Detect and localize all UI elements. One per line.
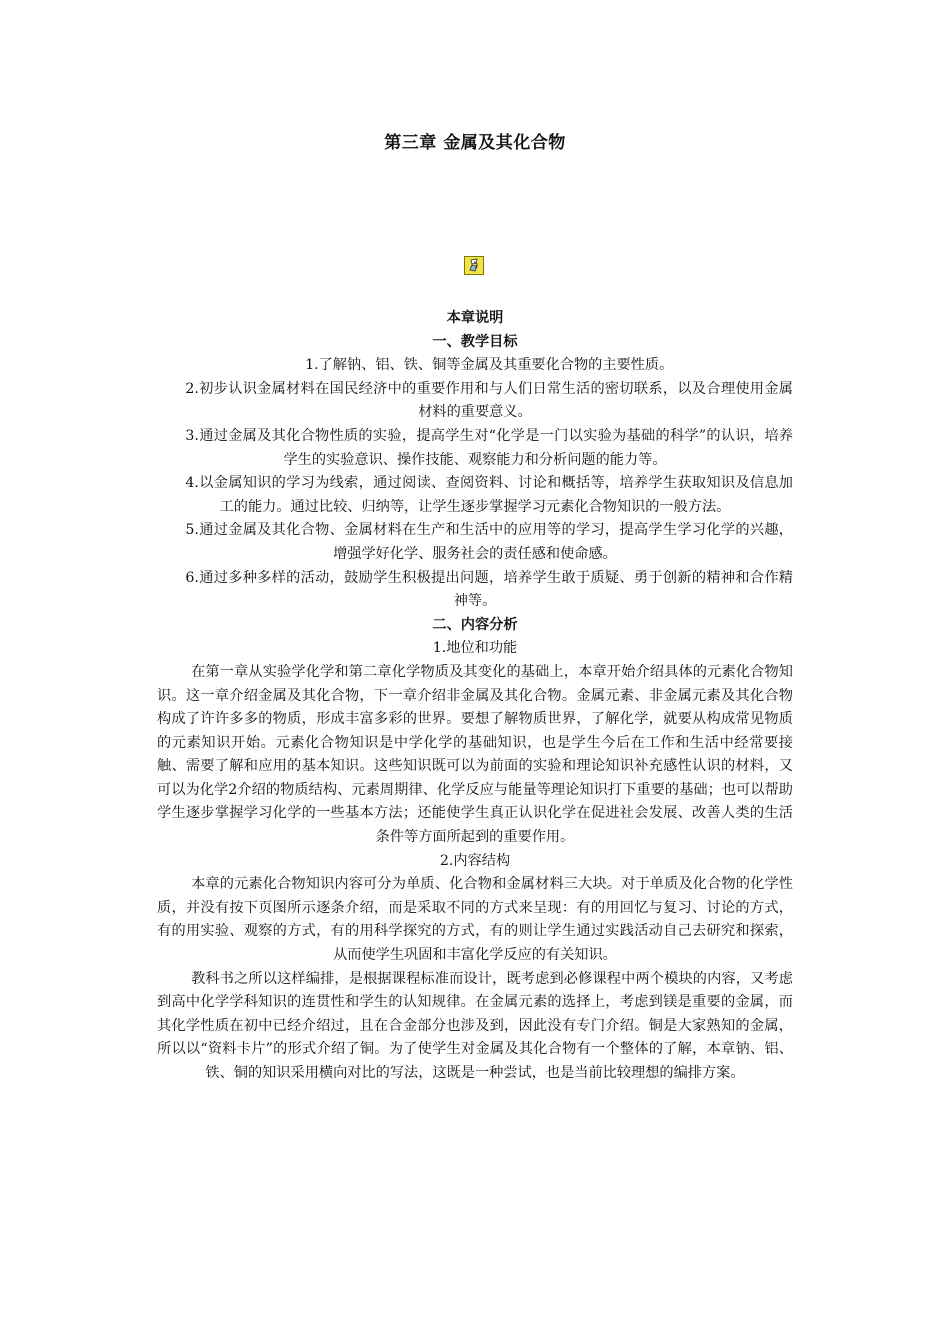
subsection-title: 2.内容结构 <box>439 852 511 869</box>
objective-item: 1.了解钠、铝、铁、铜等金属及其重要化合物的主要性质。 <box>305 357 674 374</box>
body-paragraph: 本章的元素化合物知识内容可分为单质、化合物和金属材料三大块。对于单质及化合物的化学性质，并没有按下页图所示逐条介绍，而是采取不同的方式来呈现：有的用回忆与复习、讨论的方式，有的用实验、观察的方式，有的用科学探究的方式，有的则让学生通过实践活动自己去研究和探索，从而使学生巩固和丰富化学反应的有关知识。 <box>157 876 793 964</box>
objective-item: 6.通过多种多样的活动，鼓励学生积极提出问题，培养学生敢于质疑、勇于创新的精神和合作精神等。 <box>185 569 793 610</box>
chapter-title: 第三章 金属及其化合物 <box>384 133 566 153</box>
body-paragraph: 教科书之所以这样编排，是根据课程标准而设计，既考虑到必修课程中两个模块的内容，又考虑到高中化学学科知识的连贯性和学生的认知规律。在金属元素的选择上，考虑到镁是重要的金属，而其化学性质在初中已经介绍过，且在合金部分也涉及到，因此没有专门介绍。铜是大家熟知的金属，所以以“资料卡片”的形式介绍了铜。为了使学生对金属及其化合物有一个整体的了解，本章钠、铝、铁、铜的知识采用横向对比的写法，这既是一种尝试，也是当前比较理想的编排方案。 <box>157 970 793 1081</box>
objectives-heading: 一、教学目标 <box>432 333 518 350</box>
body-paragraph: 在第一章从实验学化学和第二章化学物质及其变化的基础上，本章开始介绍具体的元素化合物知识。这一章介绍金属及其化合物，下一章介绍非金属及其化合物。金属元素、非金属元素及其化合物构成了许许多多的物质，形成丰富多彩的世界。要想了解物质世界，了解化学，就要从构成常见物质的元素知识开始。元素化合物知识是中学化学的基础知识，也是学生今后在工作和生活中经常要接触、需要了解和应用的基本知识。这些知识既可以为前面的实验和理论知识补充感性认识的材料，又可以为化学2介绍的物质结构、元素周期律、化学反应与能量等理论知识打下重要的基础；也可以帮助学生逐步掌握学习化学的一些基本方法；还能使学生真正认识化学在促进社会发展、改善人类的生活条件等方面所起到的重要作用。 <box>157 663 793 846</box>
objective-item: 3.通过金属及其化合物性质的实验，提高学生对“化学是一门以实验为基础的科学”的认识，培养学生的实验意识、操作技能、观察能力和分析问题的能力等。 <box>185 427 793 468</box>
objective-item: 2.初步认识金属材料在国民经济中的重要作用和与人们日常生活的密切联系，以及合理使用金属材料的重要意义。 <box>185 380 793 421</box>
document-object-icon-glyph <box>465 257 483 274</box>
document-object-icon[interactable] <box>464 256 484 275</box>
subsection-title: 1.地位和功能 <box>432 640 518 657</box>
objective-item: 4.以金属知识的学习为线索，通过阅读、查阅资料、讨论和概括等，培养学生获取知识及信息加工的能力。通过比较、归纳等，让学生逐步掌握学习元素化合物知识的一般方法。 <box>185 475 793 515</box>
content-analysis-heading: 二、内容分析 <box>432 616 518 633</box>
chapter-description <box>157 307 793 1086</box>
section-title: 本章说明 <box>446 310 504 326</box>
objective-item: 5.通过金属及其化合物、金属材料在生产和生活中的应用等的学习，提高学生学习化学的兴趣，增强学好化学、服务社会的责任感和使命感。 <box>185 522 793 562</box>
